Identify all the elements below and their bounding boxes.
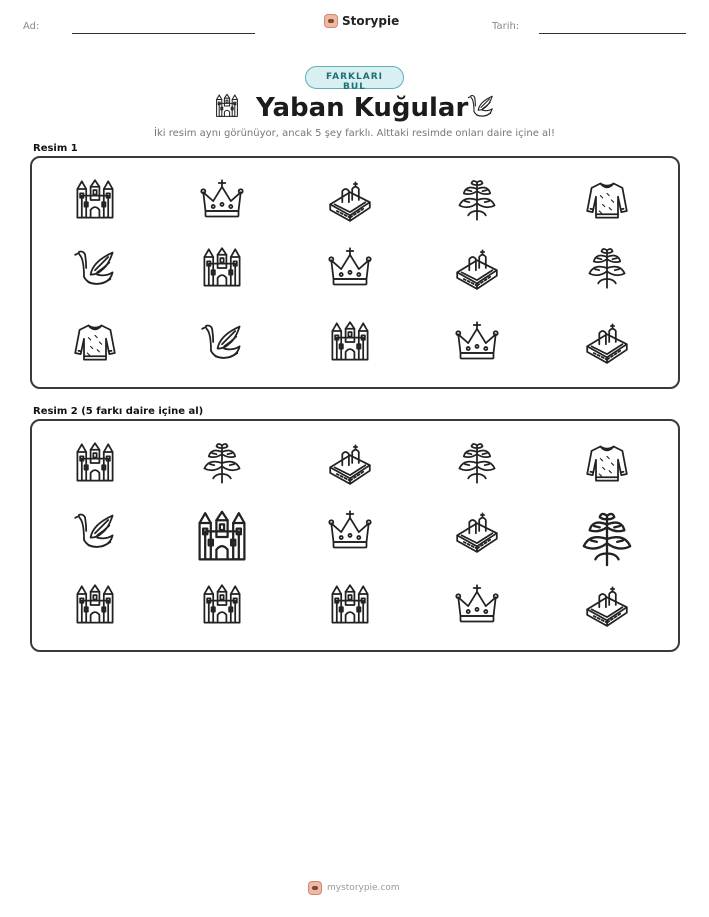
picture1-item-castle: [200, 246, 244, 290]
nettle-icon: [455, 178, 499, 222]
name-line[interactable]: [72, 33, 255, 34]
picture1-item-graveyard: [585, 320, 629, 364]
castle-icon: [73, 441, 117, 485]
title-castle-icon: [214, 92, 240, 120]
picture2-item-castle[interactable]: [200, 583, 244, 627]
picture2-item-sweater[interactable]: [585, 441, 629, 485]
crown-icon: [200, 178, 244, 222]
date-line[interactable]: [539, 33, 686, 34]
sweater-icon: [585, 178, 629, 222]
crown-icon: [328, 509, 372, 553]
page-title: Yaban Kuğular: [256, 93, 469, 123]
graveyard-icon: [585, 320, 629, 364]
castle-icon: [328, 320, 372, 364]
picture1-item-crown: [328, 246, 372, 290]
picture2-item-castle[interactable]: [73, 583, 117, 627]
picture1-item-swan: [73, 246, 117, 290]
picture2-label: Resim 2 (5 farkı daire içine al): [33, 406, 204, 417]
swan-icon: [73, 509, 117, 553]
crown-icon: [455, 583, 499, 627]
picture2-item-graveyard[interactable]: [328, 441, 372, 485]
picture2-item-swan[interactable]: [73, 509, 117, 553]
picture1-item-crown: [200, 178, 244, 222]
storypie-logo-icon: [308, 881, 322, 895]
picture1-item-graveyard: [455, 246, 499, 290]
picture2-item-nettle[interactable]: [200, 441, 244, 485]
picture1-item-sweater: [585, 178, 629, 222]
sweater-icon: [73, 320, 117, 364]
instructions: İki resim aynı görünüyor, ancak 5 şey farklı. Alttaki resimde onları daire içine al!: [154, 128, 555, 139]
graveyard-icon: [455, 246, 499, 290]
footer-link[interactable]: mystorypie.com: [327, 883, 400, 893]
name-label: Ad:: [23, 21, 40, 32]
title-swan-icon: [465, 92, 497, 120]
castle-icon: [73, 178, 117, 222]
castle-icon: [214, 92, 240, 120]
picture1-item-graveyard: [328, 178, 372, 222]
nettle-icon: [585, 246, 629, 290]
footer: [308, 881, 400, 895]
castle-icon: [194, 505, 250, 569]
picture2-item-crown[interactable]: [455, 583, 499, 627]
graveyard-icon: [585, 583, 629, 627]
nettle-icon: [200, 441, 244, 485]
brand: [324, 14, 399, 28]
castle-icon: [200, 583, 244, 627]
picture1-item-sweater: [73, 320, 117, 364]
picture1-item-nettle: [585, 246, 629, 290]
picture2-item-nettle[interactable]: [455, 441, 499, 485]
graveyard-icon: [328, 441, 372, 485]
graveyard-icon: [328, 178, 372, 222]
picture2-item-castle[interactable]: [73, 441, 117, 485]
storypie-logo-icon: [324, 14, 338, 28]
picture2-item-castle[interactable]: [194, 505, 250, 569]
picture2-item-castle[interactable]: [328, 583, 372, 627]
brand-name: Storypie: [342, 14, 400, 28]
castle-icon: [200, 246, 244, 290]
picture2-item-graveyard[interactable]: [455, 509, 499, 553]
picture1-panel: [30, 156, 680, 389]
nettle-icon: [578, 507, 636, 571]
castle-icon: [328, 583, 372, 627]
crown-icon: [328, 246, 372, 290]
swan-icon: [200, 320, 244, 364]
picture1-item-nettle: [455, 178, 499, 222]
worksheet-type-badge: FARKLARI BUL: [305, 66, 404, 89]
picture1-item-castle: [73, 178, 117, 222]
picture1-item-castle: [328, 320, 372, 364]
castle-icon: [73, 583, 117, 627]
picture2-item-graveyard[interactable]: [585, 583, 629, 627]
picture1-label: Resim 1: [33, 143, 78, 154]
picture2-item-crown[interactable]: [328, 509, 372, 553]
date-label: Tarih:: [492, 21, 520, 32]
crown-icon: [455, 320, 499, 364]
nettle-icon: [455, 441, 499, 485]
picture2-item-nettle[interactable]: [578, 507, 636, 571]
graveyard-icon: [455, 509, 499, 553]
picture1-item-swan: [200, 320, 244, 364]
swan-icon: [73, 246, 117, 290]
swan-icon: [465, 92, 497, 120]
picture1-item-crown: [455, 320, 499, 364]
picture2-panel[interactable]: [30, 419, 680, 652]
sweater-icon: [585, 441, 629, 485]
